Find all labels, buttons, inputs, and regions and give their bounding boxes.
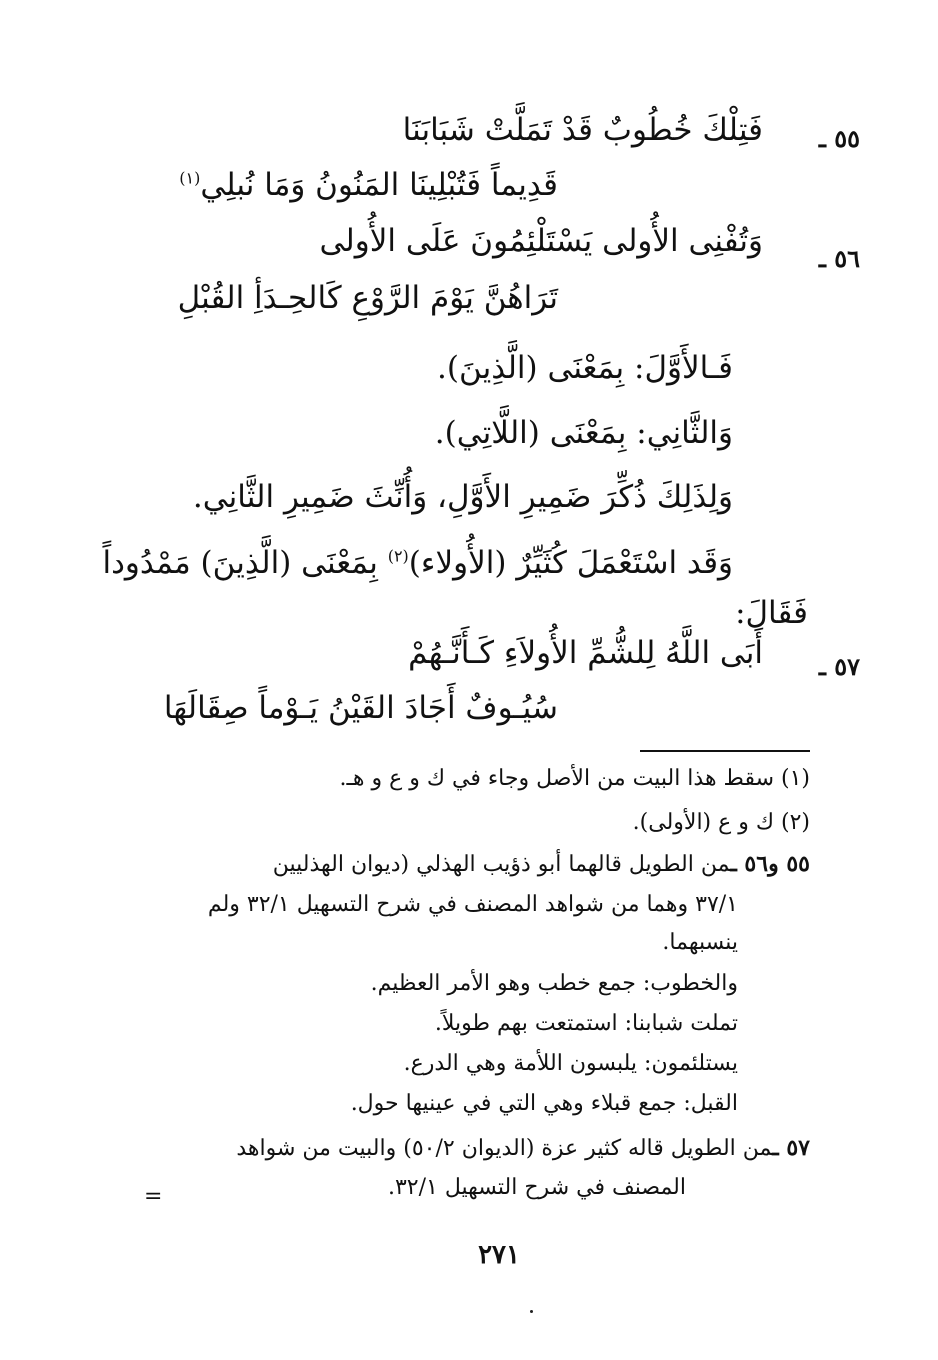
prose-line-usage: [102, 545, 734, 581]
footnote-ref-1: (١): [179, 168, 201, 188]
gloss-khutub: والخطوب: جمع خطب وهو الأمر العظيم.: [370, 971, 738, 996]
verse-56-first-hemistich: وَتُفْنِى الأُولى يَسْتَلْئِمُونَ عَلَى الأُولى: [319, 223, 763, 259]
verse-56-second-hemistich: تَرَاهُنَّ يَوْمَ الرَّوْعِ كَالحِـدَأِ القُبْلِ: [177, 280, 558, 316]
verse-55-second-hemistich-line: [179, 167, 558, 203]
footnote-2: (٢) ك و ع (الأولى).: [632, 810, 810, 835]
note-55-56-label: ٥٥ و٥٦ ـ: [730, 851, 810, 877]
note-55-56-text-1: من الطويل قالهما أبو ذؤيب الهذلي (ديوان الهذليين: [272, 852, 731, 877]
footnote-ref-2: (٢): [387, 546, 409, 566]
note-57-label: ٥٧ ـ: [772, 1135, 810, 1161]
print-speck: [530, 1310, 533, 1313]
verse-number-57: ٥٧ ـ: [818, 652, 860, 681]
prose-line-second-meaning: وَالثَّانِي: بِمَعْنَى (اللَّاتِي).: [434, 415, 733, 451]
footnote-separator: [640, 750, 810, 752]
note-55-56-line-3: ينسبهما.: [662, 930, 738, 955]
verse-57-first-hemistich: أَبَى اللَّهُ لِلشُّمِّ الأُولاَءِ كَـأَنَّـهُمْ: [408, 635, 763, 671]
prose-line-pronoun: وَلِذَلِكَ ذُكِّرَ ضَمِيرِ الأَوَّلِ، وَأُنِّثَ ضَمِيرِ الثَّانِي.: [192, 479, 733, 515]
prose-usage-part-1: وَقَد اسْتَعْمَلَ كُثَيِّرٌ (الأُولاء): [408, 545, 733, 581]
prose-usage-part-2: بِمَعْنَى (الَّذِينَ) مَمْدُوداً: [102, 545, 378, 581]
prose-line-he-said: فَقَالَ:: [735, 595, 808, 631]
note-55-56-line-1: [273, 853, 810, 876]
verse-number-55: ٥٥ ـ: [818, 124, 860, 153]
note-57-line-2: المصنف في شرح التسهيل ٣٢/١.: [387, 1175, 686, 1200]
verse-57-second-hemistich: سُيُـوفٌ أَجَادَ القَيْنُ يَـوْماً صِقَالَهَا: [163, 690, 558, 726]
gloss-tamallat: تملت شبابنا: استمتعت بهم طويلاً.: [434, 1011, 738, 1036]
note-55-56-line-2: ٣٧/١ وهما من شواهد المصنف في شرح التسهيل ٣٢/١ ولم: [207, 892, 738, 917]
verse-number-56: ٥٦ ـ: [818, 244, 860, 273]
continuation-mark: =: [144, 1184, 163, 1209]
prose-line-first-meaning: فَـالأَوَّلَ: بِمَعْنَى (الَّذِينَ).: [437, 350, 733, 386]
gloss-qubl: القبل: جمع قبلاء وهي التي في عينيها حول.: [350, 1091, 738, 1116]
gloss-yastalimun: يستلئمون: يلبسون اللأمة وهي الدرع.: [403, 1051, 738, 1076]
note-57-line-1: [236, 1137, 810, 1160]
footnote-1: (١) سقط هذا البيت من الأصل وجاء في ك و ع و هـ.: [339, 766, 810, 791]
verse-55-first-hemistich: فَتِلْكَ خُطُوبٌ قَدْ تَمَلَّتْ شَبَابَنَا: [402, 112, 763, 148]
page-number: ٢٧١: [478, 1240, 520, 1270]
verse-55-second-hemistich: قَدِيماً فَتُبْلِينَا المَنُونُ وَمَا نُبلِي: [200, 167, 558, 203]
note-57-text-1: من الطويل قاله كثير عزة (الديوان ٥٠/٢) والبيت من شواهد: [236, 1136, 773, 1161]
